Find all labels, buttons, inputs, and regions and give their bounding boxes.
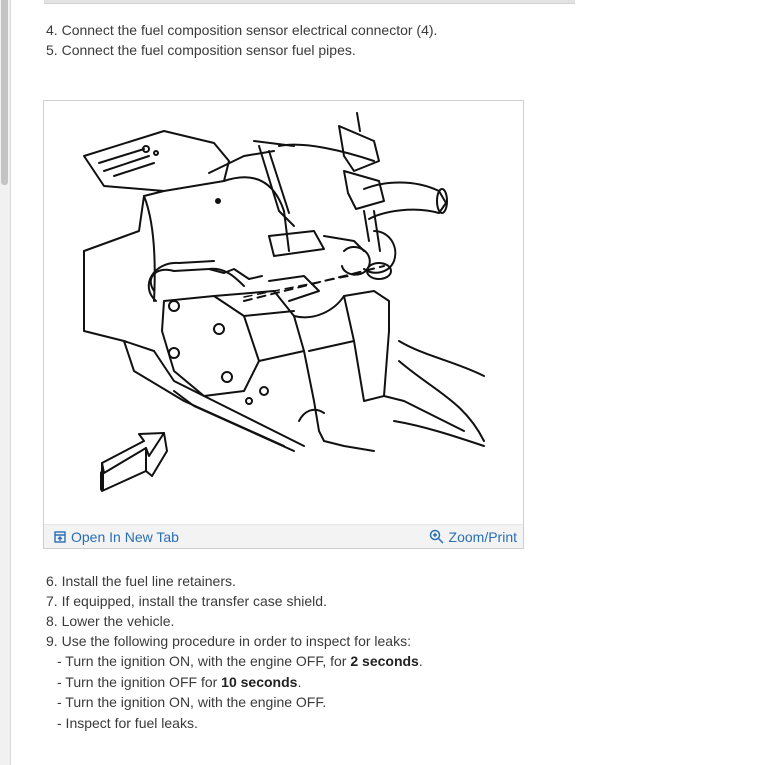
substep-3: - Turn the ignition ON, with the engine OFF. bbox=[57, 694, 327, 710]
zoom-print-label: Zoom/Print bbox=[448, 528, 517, 545]
step-8: 8. Lower the vehicle. bbox=[46, 613, 175, 629]
steps-top bbox=[46, 20, 746, 60]
previous-figure-edge bbox=[44, 0, 575, 4]
step-7: 7. If equipped, install the transfer case shield. bbox=[46, 593, 327, 609]
step-5: 5. Connect the fuel composition sensor fuel pipes. bbox=[46, 42, 356, 58]
open-in-new-tab-label: Open In New Tab bbox=[71, 528, 179, 545]
open-in-new-tab-icon bbox=[54, 531, 66, 543]
substep-2: - Turn the ignition OFF for 10 seconds. bbox=[57, 673, 302, 690]
zoom-print-link[interactable] bbox=[429, 529, 517, 545]
step-4: 4. Connect the fuel composition sensor electrical connector (4). bbox=[46, 22, 438, 38]
fuel-sensor-diagram bbox=[44, 101, 523, 523]
leak-check-substeps bbox=[46, 651, 746, 733]
steps-bottom bbox=[46, 571, 746, 733]
scrollbar-thumb[interactable] bbox=[1, 0, 8, 185]
page-scrollbar[interactable] bbox=[0, 0, 11, 765]
step-6: 6. Install the fuel line retainers. bbox=[46, 573, 236, 589]
figure-toolbar bbox=[44, 524, 523, 548]
substep-1: - Turn the ignition ON, with the engine OFF, for 2 seconds. bbox=[57, 653, 423, 669]
open-in-new-tab-link[interactable] bbox=[54, 529, 179, 545]
figure-panel bbox=[43, 100, 524, 549]
magnifier-plus-icon bbox=[429, 529, 444, 544]
step-9: 9. Use the following procedure in order to inspect for leaks: bbox=[46, 633, 411, 649]
substep-4: - Inspect for fuel leaks. bbox=[57, 714, 198, 731]
